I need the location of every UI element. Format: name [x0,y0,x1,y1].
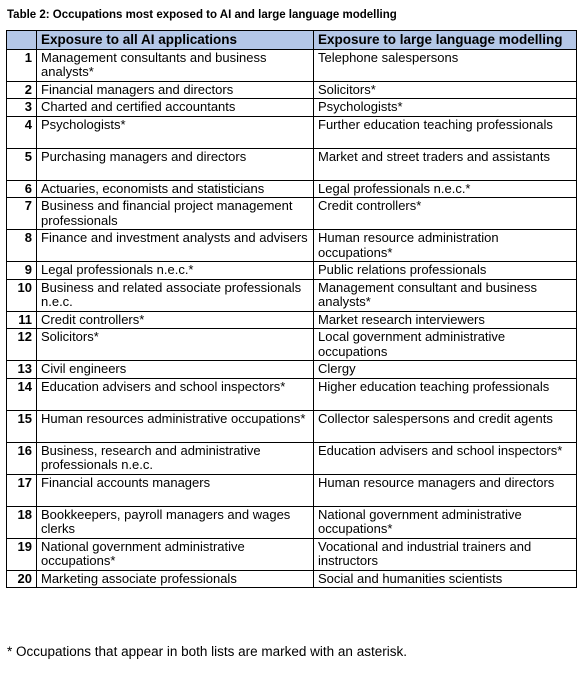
all-ai-cell: National government administrative occupations* [37,538,314,570]
llm-cell: Collector salespersons and credit agents [314,410,577,442]
table-row [7,538,577,570]
llm-cell: Local government administrative occupations [314,329,577,361]
llm-cell: Credit controllers* [314,198,577,230]
rank-cell: 12 [7,329,37,361]
rank-column-header [7,31,37,50]
table-row [7,474,577,506]
rank-cell: 11 [7,311,37,329]
rank-cell: 3 [7,99,37,117]
llm-cell: Vocational and industrial trainers and instructors [314,538,577,570]
all-ai-cell: Psychologists* [37,116,314,148]
table-row [7,198,577,230]
all-ai-cell: Finance and investment analysts and advisers [37,230,314,262]
rank-cell: 15 [7,410,37,442]
rank-cell: 6 [7,180,37,198]
llm-cell: Management consultant and business analysts* [314,279,577,311]
rank-cell: 18 [7,506,37,538]
llm-cell: Education advisers and school inspectors* [314,442,577,474]
table-row [7,99,577,117]
table-row [7,361,577,379]
llm-cell: Social and humanities scientists [314,570,577,588]
all-ai-cell: Financial managers and directors [37,81,314,99]
all-ai-cell: Marketing associate professionals [37,570,314,588]
table-row [7,180,577,198]
all-ai-cell: Management consultants and business analysts* [37,49,314,81]
all-ai-cell: Business and financial project management professionals [37,198,314,230]
all-ai-cell: Business and related associate professionals n.e.c. [37,279,314,311]
all-ai-cell: Education advisers and school inspectors* [37,378,314,410]
rank-cell: 2 [7,81,37,99]
table-row [7,570,577,588]
all-ai-cell: Credit controllers* [37,311,314,329]
llm-cell: Clergy [314,361,577,379]
table-header-row [7,31,577,50]
table-row [7,230,577,262]
all-ai-cell: Actuaries, economists and statisticians [37,180,314,198]
table-row [7,148,577,180]
table-row [7,49,577,81]
table-footnote: * Occupations that appear in both lists are marked with an asterisk. [7,644,407,659]
rank-cell: 5 [7,148,37,180]
rank-cell: 13 [7,361,37,379]
rank-cell: 4 [7,116,37,148]
table-row [7,410,577,442]
rank-cell: 16 [7,442,37,474]
llm-cell: Solicitors* [314,81,577,99]
table-row [7,442,577,474]
llm-cell: Legal professionals n.e.c.* [314,180,577,198]
llm-cell: Higher education teaching professionals [314,378,577,410]
table-row [7,279,577,311]
all-ai-cell: Bookkeepers, payroll managers and wages clerks [37,506,314,538]
llm-cell: National government administrative occupations* [314,506,577,538]
table-caption: Table 2: Occupations most exposed to AI and large language modelling [7,9,397,21]
all-ai-cell: Charted and certified accountants [37,99,314,117]
occupations-table [6,30,577,588]
rank-cell: 10 [7,279,37,311]
all-ai-cell: Civil engineers [37,361,314,379]
all-ai-cell: Purchasing managers and directors [37,148,314,180]
rank-cell: 17 [7,474,37,506]
llm-cell: Psychologists* [314,99,577,117]
llm-cell: Public relations professionals [314,262,577,280]
all-ai-cell: Human resources administrative occupations* [37,410,314,442]
rank-cell: 9 [7,262,37,280]
llm-cell: Market and street traders and assistants [314,148,577,180]
all-ai-column-header: Exposure to all AI applications [37,31,314,50]
table-row [7,81,577,99]
llm-cell: Market research interviewers [314,311,577,329]
table-row [7,262,577,280]
rank-cell: 19 [7,538,37,570]
table-row [7,116,577,148]
llm-cell: Human resource managers and directors [314,474,577,506]
table-row [7,506,577,538]
table-row [7,378,577,410]
llm-cell: Further education teaching professionals [314,116,577,148]
all-ai-cell: Legal professionals n.e.c.* [37,262,314,280]
table-row [7,329,577,361]
rank-cell: 14 [7,378,37,410]
all-ai-cell: Business, research and administrative professionals n.e.c. [37,442,314,474]
llm-cell: Human resource administration occupations* [314,230,577,262]
rank-cell: 8 [7,230,37,262]
all-ai-cell: Financial accounts managers [37,474,314,506]
table-row [7,311,577,329]
llm-cell: Telephone salespersons [314,49,577,81]
rank-cell: 7 [7,198,37,230]
all-ai-cell: Solicitors* [37,329,314,361]
rank-cell: 20 [7,570,37,588]
rank-cell: 1 [7,49,37,81]
llm-column-header: Exposure to large language modelling [314,31,577,50]
